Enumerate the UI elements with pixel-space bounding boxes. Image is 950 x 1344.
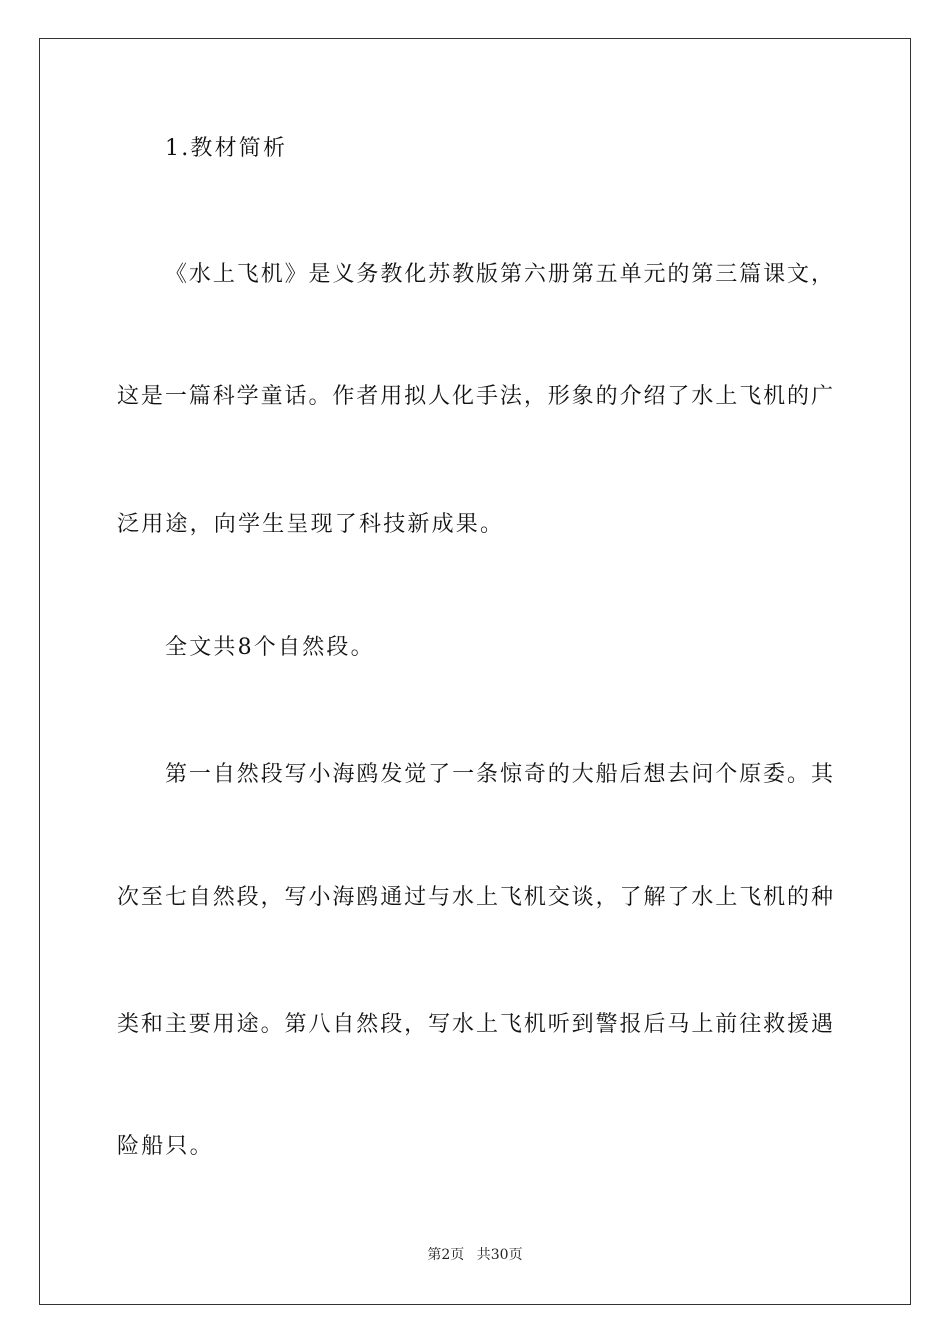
paragraph-line: 类和主要用途。第八自然段，写水上飞机听到警报后马上前往救援遇 [117, 1012, 833, 1037]
page-footer [0, 1245, 950, 1265]
page-border [39, 38, 911, 1305]
paragraph-line: 第一自然段写小海鸥发觉了一条惊奇的大船后想去问个原委。其 [165, 762, 833, 787]
paragraph-line: 次至七自然段，写小海鸥通过与水上飞机交谈，了解了水上飞机的种 [117, 885, 833, 910]
paragraph-line: 《水上飞机》是义务教化苏教版第六册第五单元的第三篇课文， [165, 262, 833, 287]
total-pages-label: 共30页 [476, 1247, 523, 1263]
paragraph-line: 这是一篇科学童话。作者用拟人化手法，形象的介绍了水上飞机的广 [117, 384, 833, 409]
paragraph-line: 险船只。 [117, 1134, 214, 1159]
section-heading: 1.教材简析 [165, 136, 288, 161]
current-page-label: 第2页 [427, 1247, 465, 1263]
paragraph-line: 泛用途，向学生呈现了科技新成果。 [117, 512, 505, 537]
paragraph-line: 全文共8个自然段。 [165, 635, 375, 660]
